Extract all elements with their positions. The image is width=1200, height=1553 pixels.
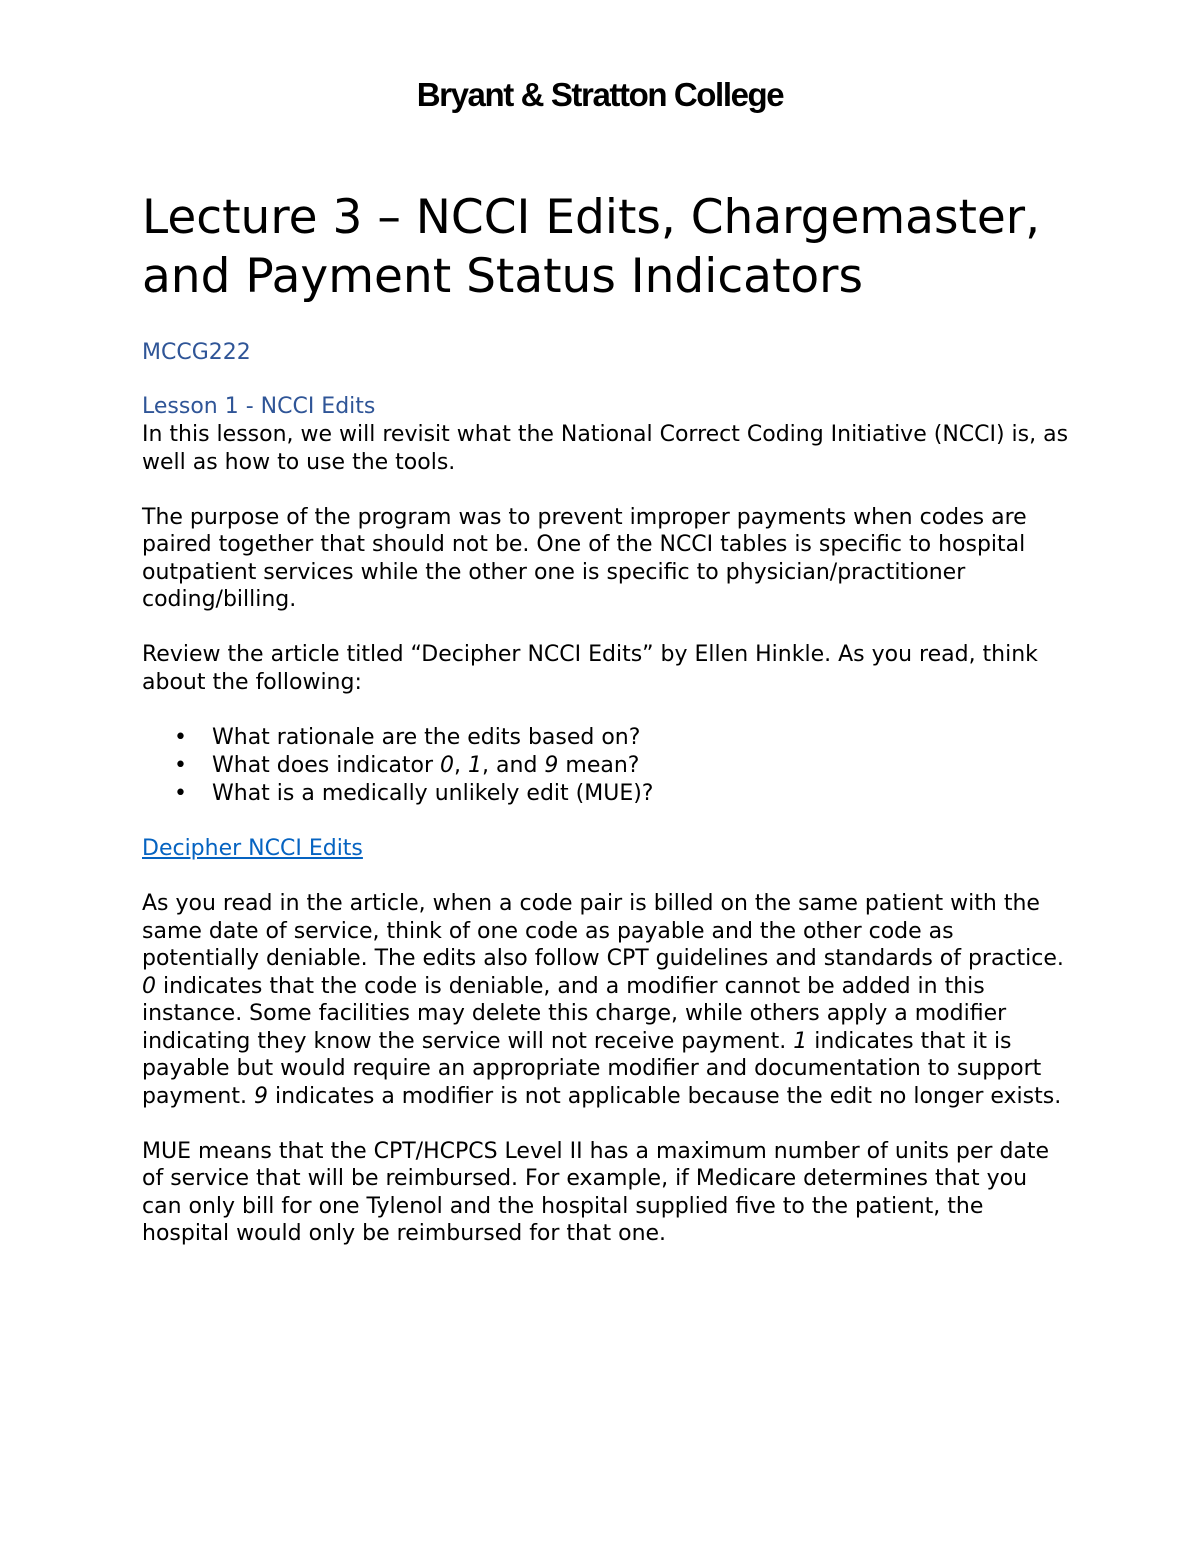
indicator-9: 9 <box>254 1083 268 1109</box>
question-text: What does indicator <box>212 752 441 778</box>
bullet-icon: • <box>174 752 187 778</box>
explanation-text: As you read in the article, when a code pair is billed on the same patient with the same date of service, think of one code as payable and the other code as potentially deniable. The edits also follow CPT guidelines and standards of practice. <box>142 891 1064 971</box>
indicator-1: 1 <box>793 1028 808 1054</box>
indicator-1: 1 <box>468 752 483 778</box>
question-text: mean? <box>558 752 640 778</box>
bullet-icon: • <box>174 780 187 806</box>
indicator-0: 0 <box>142 973 156 999</box>
list-item <box>142 780 1072 808</box>
article-link[interactable]: Decipher NCCI Edits <box>142 836 363 861</box>
mue-paragraph: MUE means that the CPT/HCPCS Level II has a maximum number of units per date of service that will be reimbursed. For example, if Medicare determines that you can only bill for one Tylenol and the hospital supplied five to the patient, the hospital would only be reimbursed for that one. <box>142 1138 1050 1246</box>
list-item <box>142 752 1072 780</box>
college-logo: Bryant & Stratton College <box>416 76 784 113</box>
course-code: MCCG222 <box>142 340 251 365</box>
question-text: , <box>454 752 469 778</box>
explanation-paragraph <box>142 890 1072 1110</box>
indicator-9: 9 <box>544 752 559 778</box>
purpose-paragraph: The purpose of the program was to prevent improper payments when codes are paired together that should not be. One of the NCCI tables is specific to hospital outpatient services while the other one is specific to physician/practitioner coding/billing. <box>142 504 1027 612</box>
question-text: What rationale are the edits based on? <box>212 724 641 750</box>
intro-paragraph: In this lesson, we will revisit what the National Correct Coding Initiative (NCCI) is, as well as how to use the tools. <box>142 422 1069 475</box>
explanation-text: indicates a modifier is not applicable because the edit no longer exists. <box>268 1083 1062 1109</box>
indicator-0: 0 <box>440 752 455 778</box>
question-text: , and <box>482 752 545 778</box>
question-text: What is a medically unlikely edit (MUE)? <box>212 780 654 806</box>
explanation-text: indicates that it is payable but would require an appropriate modifier and documentation to support payment. <box>142 1028 1042 1109</box>
page-title: Lecture 3 – NCCI Edits, Chargemaster, and Payment Status Indicators <box>142 190 1041 304</box>
explanation-text: indicates that the code is deniable, and a modifier cannot be added in this instance. Some facilities may delete this charge, while others apply a modifier indicating they know the service will not receive payment. <box>142 973 1007 1054</box>
document-body <box>142 188 1072 1248</box>
bullet-icon: • <box>174 724 187 750</box>
review-paragraph: Review the article titled “Decipher NCCI Edits” by Ellen Hinkle. As you read, think about the following: <box>142 642 1038 695</box>
lesson-heading: Lesson 1 - NCCI Edits <box>142 394 376 419</box>
article-link-row <box>142 835 1072 863</box>
list-item <box>142 724 1072 752</box>
question-list <box>142 724 1072 808</box>
